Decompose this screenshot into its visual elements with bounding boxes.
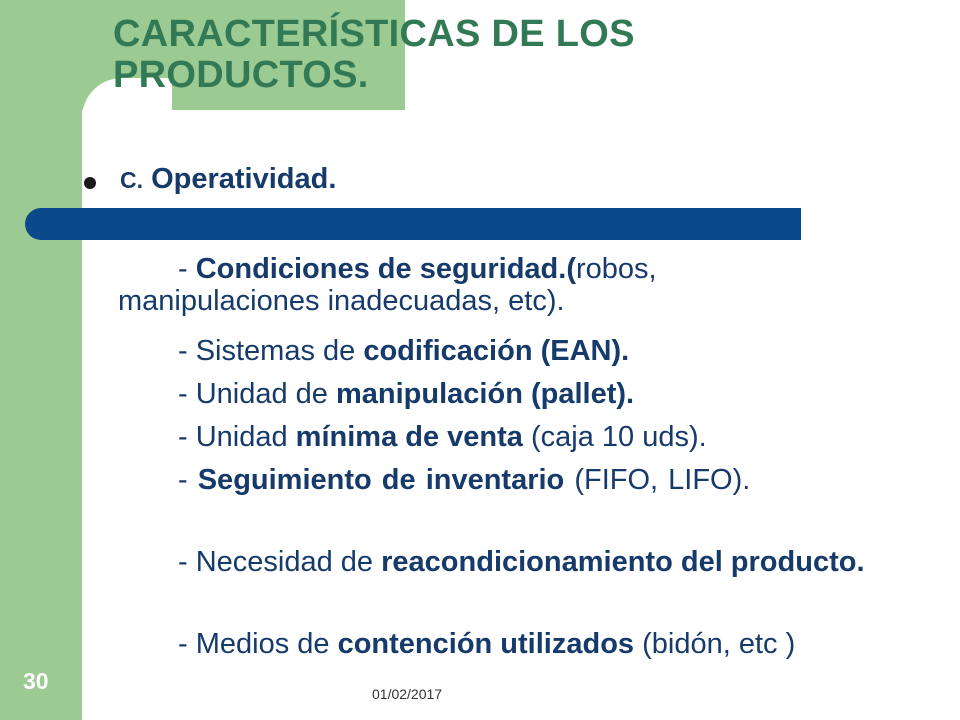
list-item-reacondicionamiento — [118, 546, 866, 578]
slide-title — [113, 14, 635, 96]
list-item-bold: mínima de venta — [295, 421, 523, 453]
list-item-rest: (bidón, etc ) — [634, 628, 796, 660]
list-item-rest: robos, manipulaciones inadecuadas, etc). — [118, 253, 657, 317]
list-item-prefix: - Sistemas de — [178, 335, 364, 367]
slide-title-line-1: CARACTERÍSTICAS DE LOS — [113, 13, 635, 55]
list-item-seguridad — [118, 253, 866, 317]
list-item-prefix: - Unidad de — [178, 378, 336, 410]
divider-bar — [25, 208, 801, 240]
slide-date: 01/02/2017 — [372, 686, 443, 702]
list-item-codificacion — [118, 335, 866, 367]
list-item-bold: contención utilizados — [337, 628, 635, 660]
list-item-bold: Condiciones de seguridad.( — [195, 253, 576, 285]
list-item-bold: Seguimiento de inventario — [197, 464, 565, 496]
slide-title-line-2: PRODUCTOS. — [113, 54, 369, 96]
list-item-bold: reacondicionamiento del producto. — [381, 546, 865, 578]
list-item-prefix: - Unidad — [178, 421, 296, 453]
list-item-venta — [118, 421, 866, 453]
slide-number: 30 — [23, 668, 49, 694]
list-item-prefix: - — [178, 253, 196, 285]
list-item-rest: (caja 10 uds). — [522, 421, 707, 453]
list-item-bold: codificación (EAN). — [363, 335, 630, 367]
bullet-icon — [84, 177, 96, 189]
list-item-prefix: - Medios de — [178, 628, 338, 660]
bullet-heading — [120, 162, 336, 197]
list-item-manipulacion — [118, 378, 866, 410]
list-item-contencion — [118, 628, 866, 660]
bullet-heading-letter: C. — [120, 167, 143, 193]
list-item-inventario — [118, 464, 866, 496]
list-item-rest: (FIFO, LIFO). — [564, 464, 751, 496]
list-item-bold: manipulación (pallet). — [336, 378, 635, 410]
bullet-heading-text: Operatividad. — [151, 163, 337, 195]
list-item-prefix: - — [178, 464, 198, 496]
list-item-prefix: - Necesidad de — [178, 546, 382, 578]
